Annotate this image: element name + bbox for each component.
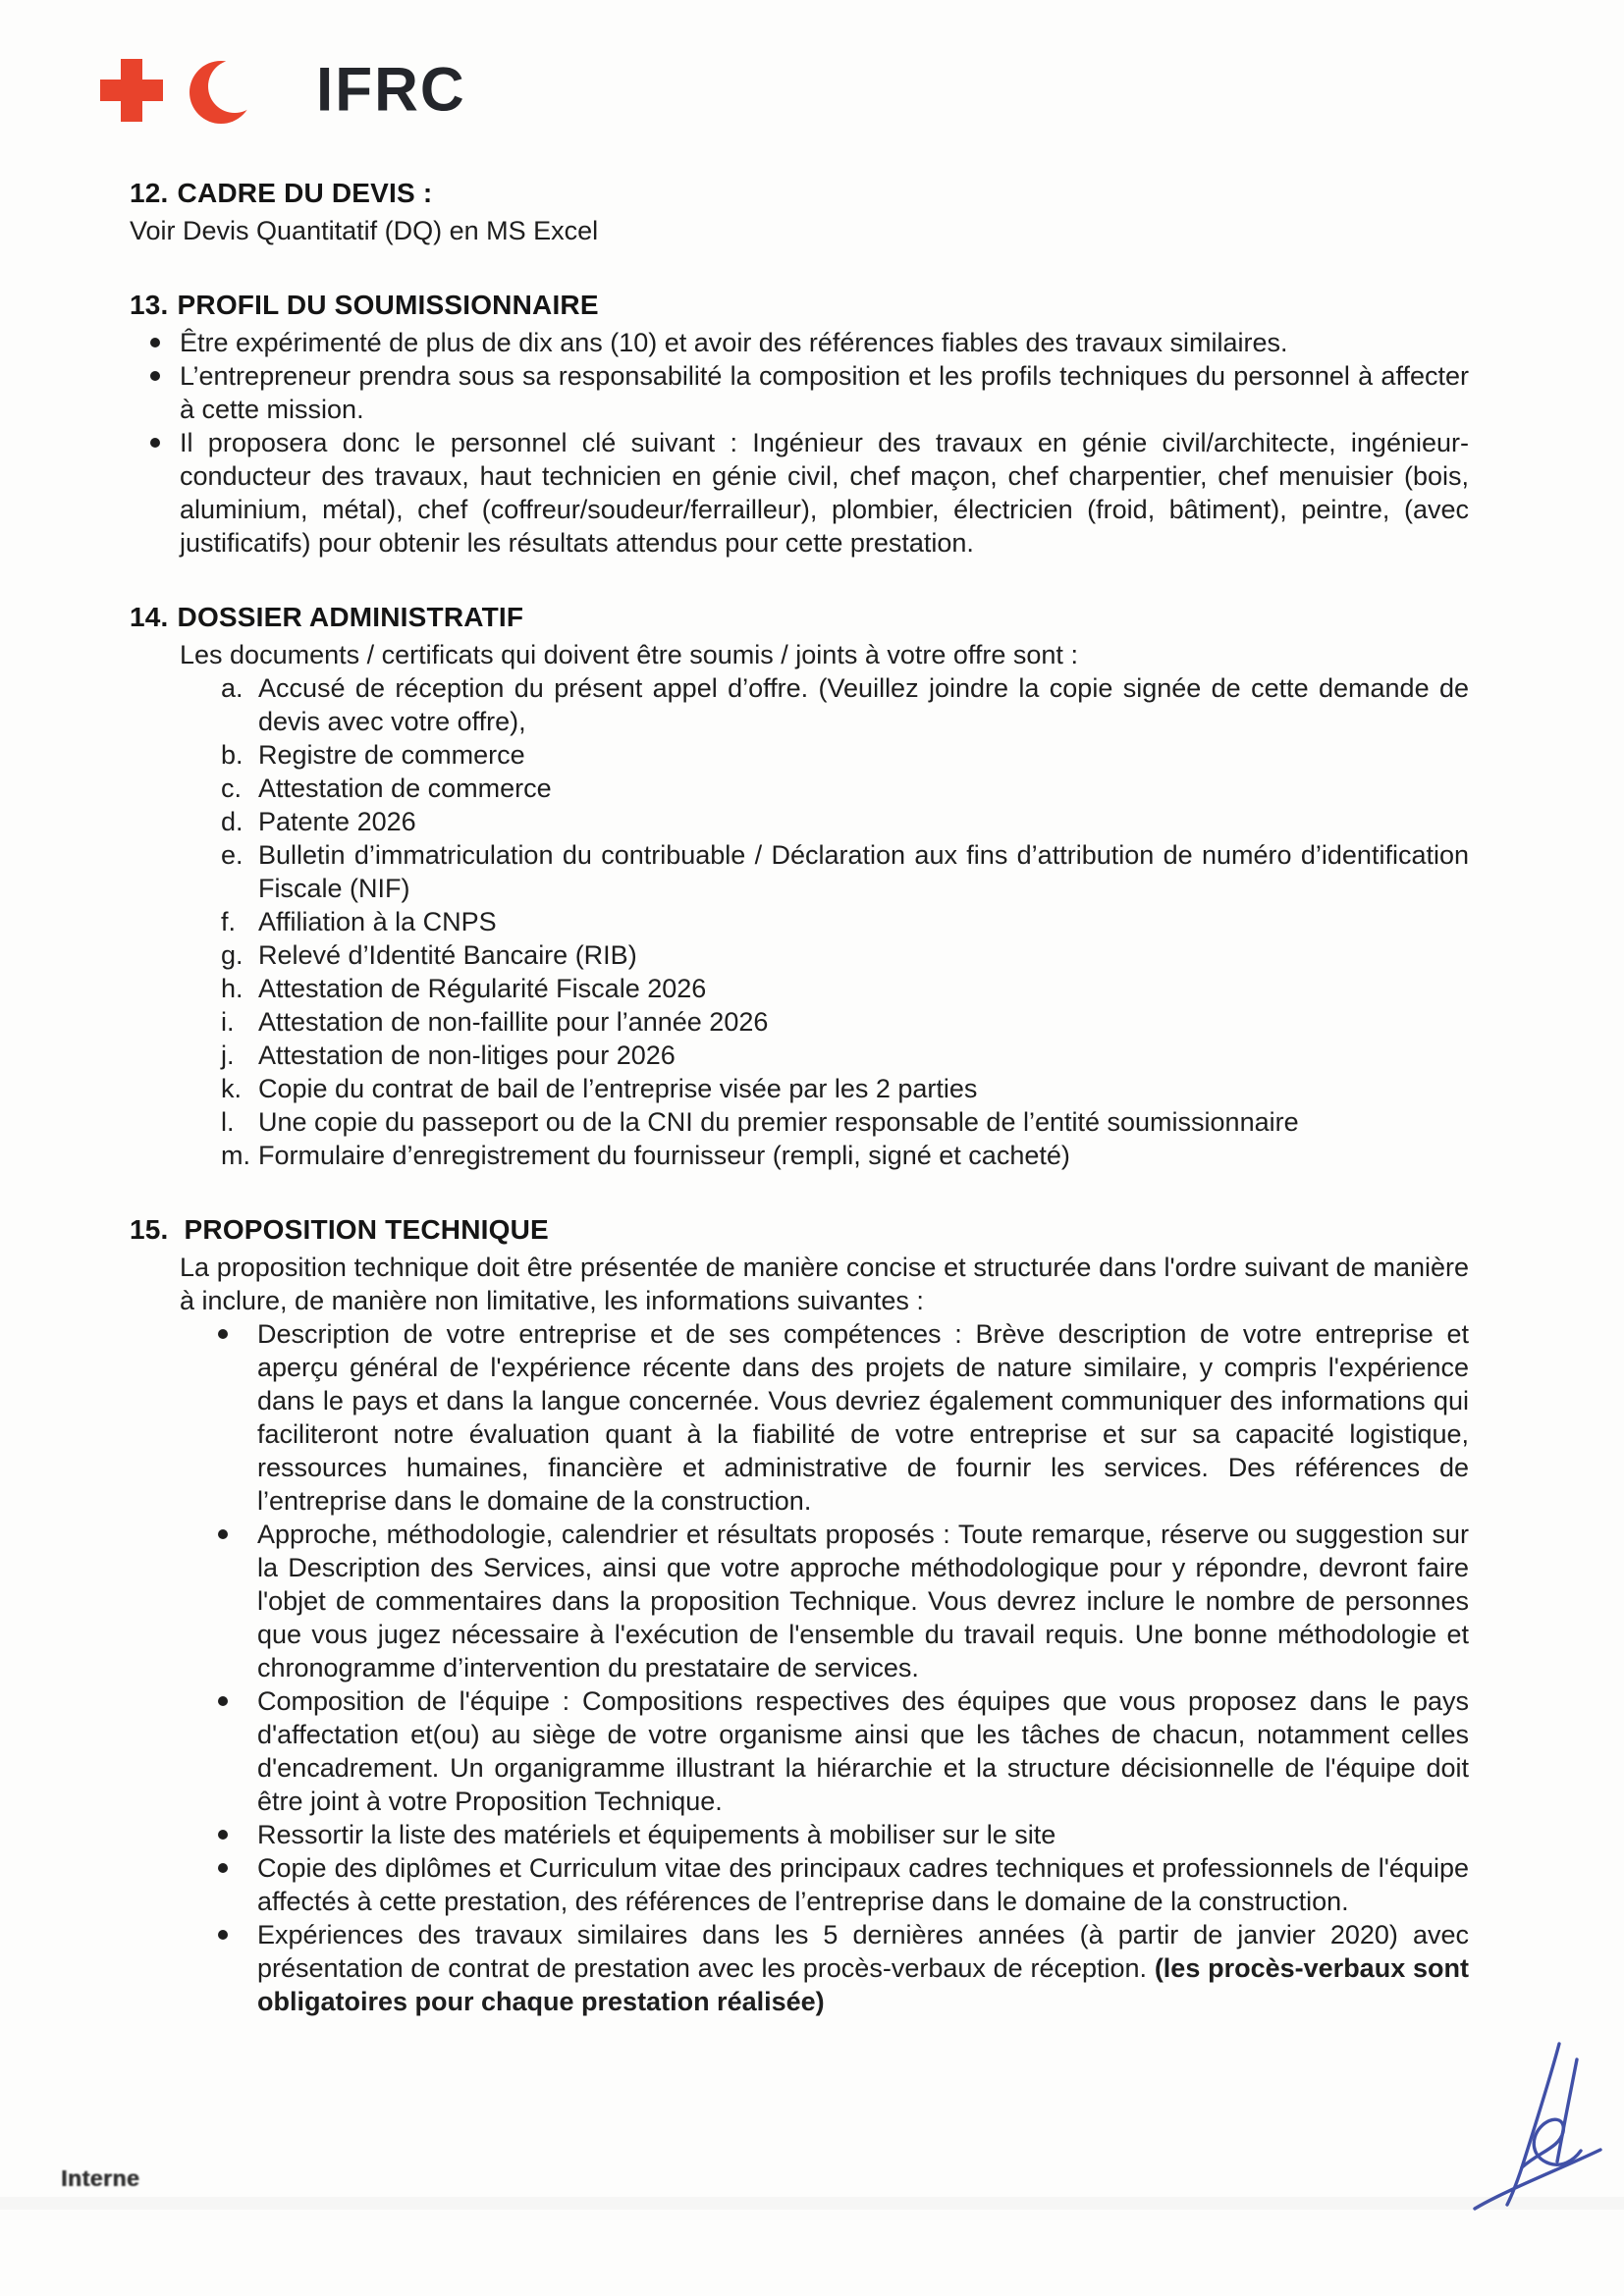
list-item: Copie des diplômes et Curriculum vitae des principaux cadres techniques et professionnels de l'équipe affectés à cette prestation, des références de l’entreprise dans le domaine de la construction. (257, 1853, 1469, 1916)
list-item (221, 1105, 1469, 1139)
item-letter: c. (221, 774, 243, 803)
item-text: Attestation de Régularité Fiscale 2026 (258, 974, 707, 1003)
item-letter: a. (221, 673, 244, 703)
profile-bullet-list (130, 326, 1469, 560)
item-text: Expériences des travaux similaires dans les 5 dernières années (à partir de janvier 2020) avec présentation de contrat de prestation avec les procès-verbaux de réception. (257, 1920, 1469, 1983)
section-cadre-du-devis (130, 177, 1469, 247)
list-item (221, 805, 1469, 838)
item-text: Affiliation à la CNPS (258, 907, 497, 936)
item-text: Formulaire d’enregistrement du fournisseur (rempli, signé et cacheté) (258, 1141, 1070, 1170)
list-item (221, 738, 1469, 772)
list-item: Approche, méthodologie, calendrier et résultats proposés : Toute remarque, réserve ou suggestion sur la Description des Services, ainsi que votre approche méthodologique pour y répondre, devront faire l'objet de commentaires dans la proposition Technique. Vous devrez inclure le nombre de personnes que vous jugez nécessaire à l'exécution de l'ensemble du travail requis. Une bonne méthodologie et chronogramme d’intervention du prestataire de services. (257, 1520, 1469, 1682)
technical-proposal-list (130, 1317, 1469, 2018)
section-13-heading (130, 289, 1469, 322)
item-letter: h. (221, 974, 244, 1003)
list-item (221, 1039, 1469, 1072)
list-item (221, 1072, 1469, 1105)
item-text: Attestation de non-litiges pour 2026 (258, 1041, 676, 1070)
section-13-title: PROFIL DU SOUMISSIONNAIRE (177, 290, 599, 320)
item-letter: j. (221, 1041, 235, 1070)
red-cross-and-crescent-icon (98, 53, 304, 128)
item-letter: m. (221, 1141, 250, 1170)
list-item (221, 1005, 1469, 1039)
list-item (221, 972, 1469, 1005)
section-14-title: DOSSIER ADMINISTRATIF (177, 602, 524, 632)
section-15-intro: La proposition technique doit être présentée de manière concise et structurée dans l'ordre suivant de manière à inclure, de manière non limitative, les informations suivantes : (180, 1253, 1469, 1315)
section-12-number: 12. (130, 178, 169, 208)
document-body (130, 177, 1469, 2059)
item-text: Accusé de réception du présent appel d’offre. (Veuillez joindre la copie signée de cette demande de devis avec votre offre), (258, 673, 1469, 736)
item-letter: g. (221, 940, 244, 970)
ifrc-logo (98, 53, 466, 128)
item-letter: b. (221, 740, 244, 770)
list-item: Il proposera donc le personnel clé suivant : Ingénieur des travaux en génie civil/architecte, ingénieur-conducteur des travaux, haut technicien en génie civil, chef maçon, chef charpentier, chef menuisier (bois, aluminium, métal), chef (coffreur/soudeur/ferrailleur), plombier, électricien (froid, bâtiment), peintre, (avec justificatifs) pour obtenir les résultats attendus pour cette prestation. (180, 428, 1469, 558)
item-text: Bulletin d’immatriculation du contribuable / Déclaration aux fins d’attribution de numéro d’identification Fiscale (NIF) (258, 840, 1469, 903)
section-profil-du-soumissionnaire (130, 289, 1469, 560)
list-item: Ressortir la liste des matériels et équipements à mobiliser sur le site (257, 1818, 1469, 1851)
item-text: Copie du contrat de bail de l’entreprise visée par les 2 parties (258, 1074, 978, 1103)
list-item (221, 671, 1469, 738)
section-13-number: 13. (130, 290, 169, 320)
section-15-heading (130, 1213, 1469, 1247)
item-letter: l. (221, 1107, 235, 1137)
item-letter: k. (221, 1074, 243, 1103)
item-text: Patente 2026 (258, 807, 416, 836)
scan-artifact-band (0, 2197, 1624, 2210)
item-letter: e. (221, 840, 244, 870)
item-text: Attestation de non-faillite pour l’année 2026 (258, 1007, 769, 1037)
logo-text: IFRC (316, 55, 466, 125)
section-12-body: Voir Devis Quantitatif (DQ) en MS Excel (130, 216, 599, 245)
list-item (221, 772, 1469, 805)
list-item (221, 838, 1469, 905)
item-text: Attestation de commerce (258, 774, 552, 803)
section-14-heading (130, 601, 1469, 634)
section-14-number: 14. (130, 602, 169, 632)
item-letter: f. (221, 907, 237, 936)
classification-label: Interne (61, 2165, 140, 2191)
section-12-title: CADRE DU DEVIS : (177, 178, 433, 208)
item-text: Registre de commerce (258, 740, 525, 770)
section-15-number: 15. (130, 1214, 169, 1245)
section-proposition-technique (130, 1213, 1469, 2018)
list-item (221, 905, 1469, 938)
list-item: L’entrepreneur prendra sous sa responsabilité la composition et les profils techniques du personnel à affecter à cette mission. (180, 361, 1469, 424)
list-item: Composition de l'équipe : Compositions respectives des équipes que vous proposez dans le pays d'affectation et(ou) au siège de votre organisme ainsi que les tâches de chacun, notamment celles d'encadrement. Un organigramme illustrant la hiérarchie et la structure décisionnelle de l'équipe doit être joint à votre Proposition Technique. (257, 1686, 1469, 1816)
item-text: Relevé d’Identité Bancaire (RIB) (258, 940, 637, 970)
item-letter: d. (221, 807, 244, 836)
section-dossier-administratif (130, 601, 1469, 1172)
list-item (257, 1918, 1469, 2018)
list-item: Être expérimenté de plus de dix ans (10) et avoir des références fiables des travaux similaires. (180, 326, 1469, 359)
list-item (221, 1139, 1469, 1172)
list-item (221, 938, 1469, 972)
section-14-intro: Les documents / certificats qui doivent être soumis / joints à votre offre sont : (180, 640, 1078, 669)
section-15-title: PROPOSITION TECHNIQUE (184, 1214, 549, 1245)
list-item: Description de votre entreprise et de ses compétences : Brève description de votre entreprise et aperçu général de l'expérience récente dans des projets de nature similaire, y compris l'expérience dans le pays et dans la langue concernée. Vous devriez également communiquer des informations qui faciliteront notre évaluation quant à la fiabilité de votre entreprise et sur sa capacité logistique, ressources humaines, financière et administrative de fournir les services. Des références de l’entreprise dans le domaine de la construction. (257, 1319, 1469, 1516)
section-12-heading (130, 177, 1469, 210)
admin-documents-list (130, 671, 1469, 1172)
item-letter: i. (221, 1007, 235, 1037)
item-text-bold: (les procès-verbaux sont obligatoires pour chaque prestation réalisée) (257, 1953, 1469, 2016)
item-text: Une copie du passeport ou de la CNI du premier responsable de l’entité soumissionnaire (258, 1107, 1299, 1137)
